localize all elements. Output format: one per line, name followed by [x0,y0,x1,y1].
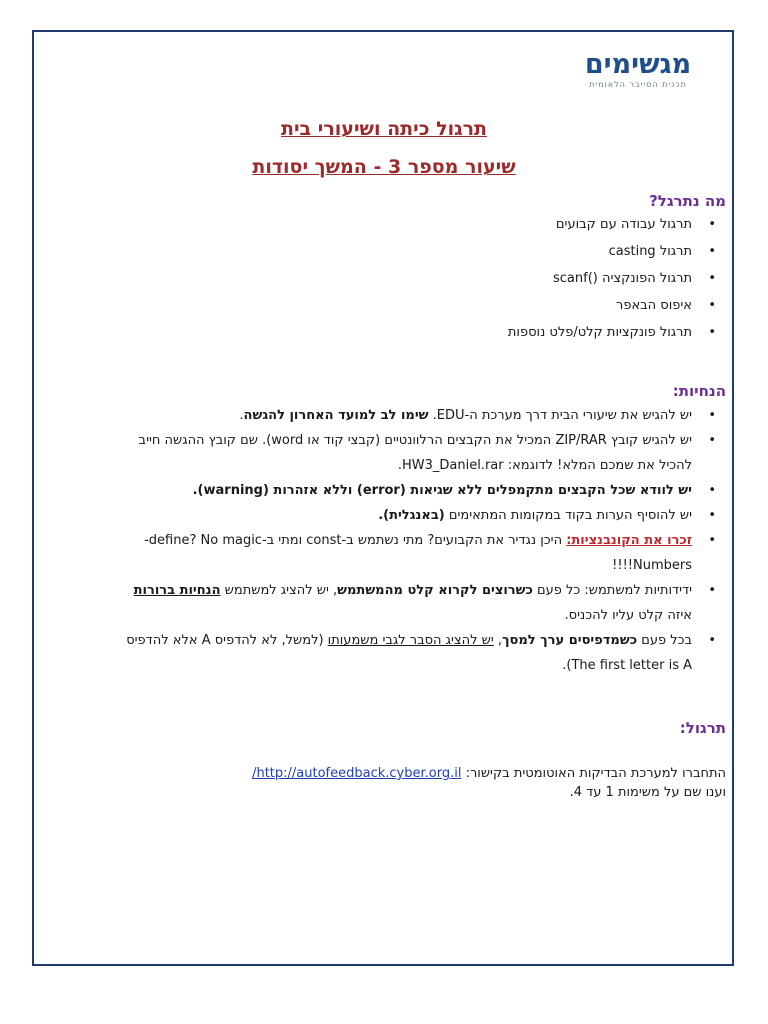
instruction-text: יש להוסיף הערות בקוד במקומות המתאימים [444,508,692,523]
instructions-heading: הנחיות: [672,382,726,400]
exercise-text: התחברו למערכת הבדיקות האוטומטית בקישור: [461,766,726,781]
instruction-text: איזה קלט עליו להכניס. [564,608,692,623]
instruction-emphasis: כשמדפיסים ערך למסך [502,633,638,648]
exercise-heading: תרגול: [679,719,726,737]
list-item [42,503,726,528]
exercise-line [42,764,726,783]
list-item [42,578,726,628]
instruction-text: יש להגיש קובץ ZIP/RAR המכיל את הקבצים הרלוונטיים (קבצי קוד או word). שם קובץ ההגשה חייב [138,433,692,448]
list-item [42,478,726,503]
list-item [42,403,726,428]
instruction-text: יש לוודא שכל הקבצים מתקמפלים ללא שגיאות (error) וללא אזהרות (warning). [192,483,692,498]
autofeedback-link[interactable]: http://autofeedback.cyber.org.il/ [252,766,462,781]
instruction-emphasis: יש להציג הסבר לגבי משמעותו [327,633,494,648]
instruction-emphasis: (באנגלית). [378,508,445,523]
practice-heading: מה נתרגל? [649,192,726,210]
list-item: • איפוס הבאפר [46,294,726,321]
list-item: • תרגול עבודה עם קבועים [46,213,726,240]
exercise-body [42,764,726,802]
list-item [42,628,726,678]
magshimim-logo [572,50,704,90]
instruction-text: , יש להציג למשתמש [220,583,338,598]
instruction-emphasis: הנחיות ברורות [133,583,221,598]
instruction-emphasis: כשרוצים לקרוא קלט מהמשתמש [337,583,533,598]
deadline-note: שימו לב למועד האחרון להגשה [243,408,429,423]
list-item [42,428,726,478]
instruction-text: יש להגיש את שיעורי הבית דרך מערכת ה-EDU. [428,408,692,423]
exercise-line: וענו שם על משימות 1 עד 4. [569,785,726,800]
instruction-text: בכל פעם [637,633,692,648]
instruction-text: . [239,408,244,423]
instruction-text: The first letter is A). [562,658,692,673]
conventions-label: זכרו את הקונבנציות: [566,533,692,548]
page-title: תרגול כיתה ושיעורי בית [280,118,488,140]
instruction-text: (למשל, לא להדפיס A אלא להדפיס [126,633,328,648]
lesson-subtitle: שיעור מספר 3 - המשך יסודות [252,156,516,178]
list-item: • תרגול casting [46,240,726,267]
practice-list [46,213,726,348]
logo-wordmark: מגשימים [584,49,692,80]
list-item: • תרגול הפונקציה ()scanf [46,267,726,294]
instruction-text: Numbers!!!! [612,558,692,573]
instruction-text: היכן נגדיר את הקבועים? מתי נשתמש ב-const ומתי ב-define? No magic- [144,533,567,548]
instruction-text: , [493,633,503,648]
instruction-text: להכיל את שמכם המלא! לדוגמא: HW3_Daniel.rar. [397,458,692,473]
list-item: • תרגול פונקציות קלט/פלט נוספות [46,321,726,348]
instruction-text: ידידותיות למשתמש: כל פעם [532,583,692,598]
instructions-list [42,403,726,678]
logo-tagline: תכנית הסייבר הלאומית [589,80,687,89]
list-item [42,528,726,578]
